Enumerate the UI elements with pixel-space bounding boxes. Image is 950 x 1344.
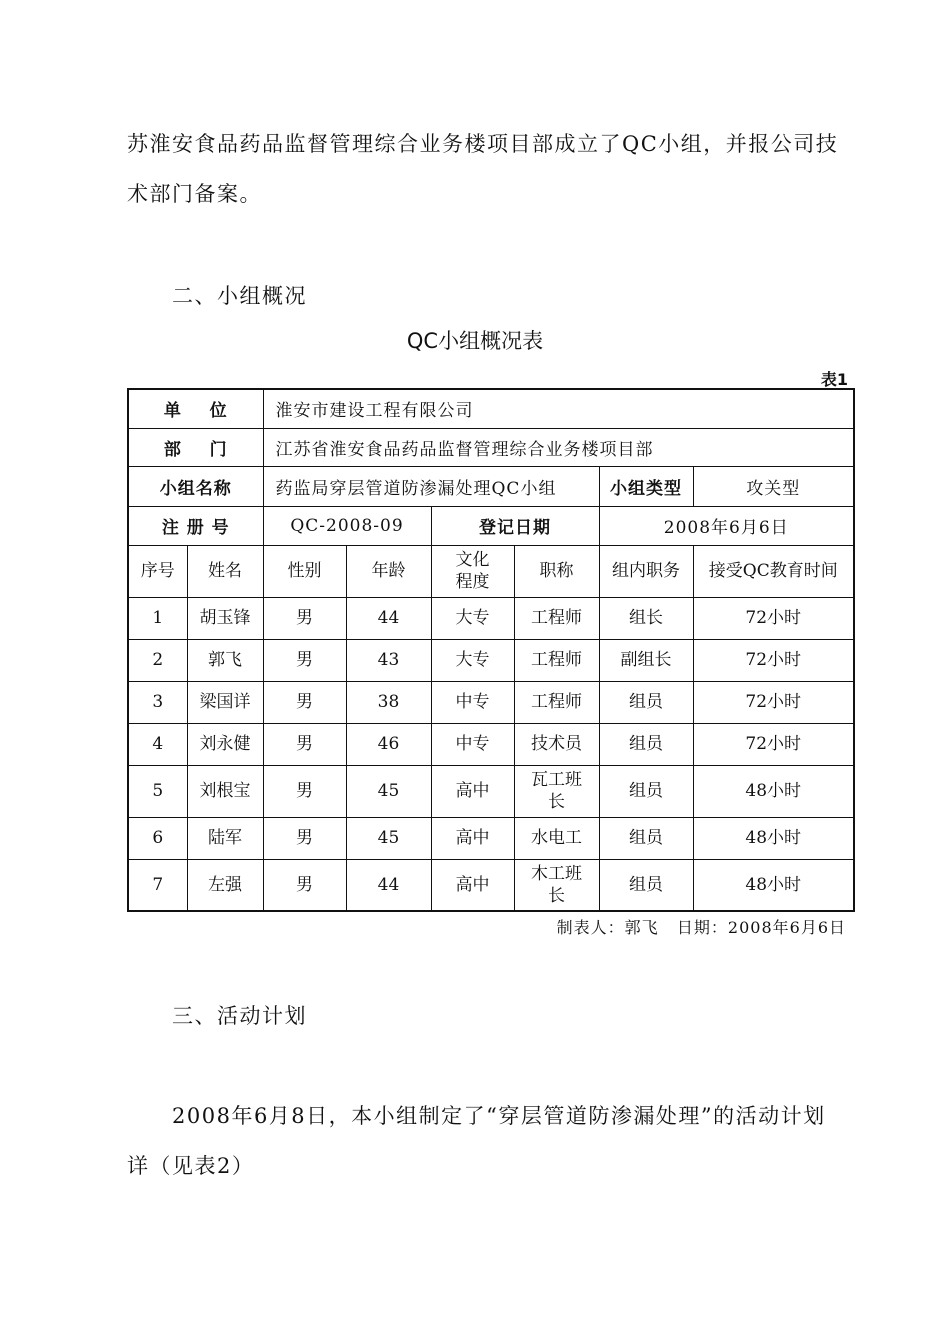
table-cell: 刘根宝 xyxy=(187,765,263,817)
table-cell: 组员 xyxy=(599,765,693,817)
table-cell: 高中 xyxy=(431,859,514,911)
column-header: 文化 程度 xyxy=(431,545,514,597)
group-name-label: 小组名称 xyxy=(128,466,263,506)
reg-no-value: QC-2008-09 xyxy=(263,506,431,545)
unit-label: 单 位 xyxy=(128,389,263,428)
table-caption: QC小组概况表 xyxy=(406,329,544,353)
table-cell: 45 xyxy=(346,765,431,817)
table-number: 表1 xyxy=(820,370,848,389)
table-cell: 技术员 xyxy=(514,723,599,765)
table-cell: 72小时 xyxy=(693,681,854,723)
table-cell: 45 xyxy=(346,817,431,859)
table-row xyxy=(128,681,854,723)
table-cell: 6 xyxy=(128,817,187,859)
table-cell: 2 xyxy=(128,639,187,681)
table-cell: 组员 xyxy=(599,859,693,911)
table-cell: 组长 xyxy=(599,597,693,639)
table-cell: 46 xyxy=(346,723,431,765)
plan-line-2: 详（见表2） xyxy=(127,1154,255,1178)
intro-line-1: 苏淮安食品药品监督管理综合业务楼项目部成立了QC小组，并报公司技 xyxy=(127,132,839,156)
table-cell: 48小时 xyxy=(693,817,854,859)
table-cell: 陆军 xyxy=(187,817,263,859)
table-cell: 男 xyxy=(263,859,346,911)
table-cell: 工程师 xyxy=(514,681,599,723)
table-cell: 男 xyxy=(263,597,346,639)
reg-date-label: 登记日期 xyxy=(431,506,599,545)
table-cell: 工程师 xyxy=(514,639,599,681)
table-footer: 制表人：郭飞 日期：2008年6月6日 xyxy=(556,918,846,937)
table-cell: 高中 xyxy=(431,817,514,859)
table-cell: 男 xyxy=(263,681,346,723)
column-header: 组内职务 xyxy=(599,545,693,597)
table-cell: 1 xyxy=(128,597,187,639)
intro-line-2: 术部门备案。 xyxy=(127,182,262,206)
table-cell: 左强 xyxy=(187,859,263,911)
table-cell: 梁国详 xyxy=(187,681,263,723)
table-cell: 刘永健 xyxy=(187,723,263,765)
table-cell: 38 xyxy=(346,681,431,723)
group-type-value: 攻关型 xyxy=(693,466,854,506)
reg-no-label: 注 册 号 xyxy=(128,506,263,545)
table-cell: 高中 xyxy=(431,765,514,817)
table-cell: 胡玉锋 xyxy=(187,597,263,639)
group-type-label: 小组类型 xyxy=(599,466,693,506)
table-cell: 男 xyxy=(263,723,346,765)
column-header: 姓名 xyxy=(187,545,263,597)
table-cell: 组员 xyxy=(599,817,693,859)
table-cell: 大专 xyxy=(431,639,514,681)
table-cell: 5 xyxy=(128,765,187,817)
table-cell: 44 xyxy=(346,597,431,639)
table-row xyxy=(128,597,854,639)
dept-value: 江苏省淮安食品药品监督管理综合业务楼项目部 xyxy=(263,428,854,466)
table-cell: 男 xyxy=(263,639,346,681)
plan-line-1: 2008年6月8日，本小组制定了“穿层管道防渗漏处理”的活动计划 xyxy=(172,1104,826,1128)
group-name-value: 药监局穿层管道防渗漏处理QC小组 xyxy=(263,466,599,506)
table-cell: 中专 xyxy=(431,723,514,765)
table-cell: 工程师 xyxy=(514,597,599,639)
qc-group-table xyxy=(127,388,855,912)
table-cell: 副组长 xyxy=(599,639,693,681)
table-cell: 男 xyxy=(263,817,346,859)
table-cell: 48小时 xyxy=(693,859,854,911)
table-cell: 72小时 xyxy=(693,723,854,765)
column-header: 序号 xyxy=(128,545,187,597)
reg-date-value: 2008年6月6日 xyxy=(599,506,854,545)
table-cell: 木工班 长 xyxy=(514,859,599,911)
table-cell: 郭飞 xyxy=(187,639,263,681)
column-header: 性别 xyxy=(263,545,346,597)
table-cell: 大专 xyxy=(431,597,514,639)
table-row xyxy=(128,765,854,817)
column-header: 年龄 xyxy=(346,545,431,597)
section-heading-overview: 二、小组概况 xyxy=(172,284,307,308)
table-row xyxy=(128,859,854,911)
table-cell: 44 xyxy=(346,859,431,911)
table-cell: 组员 xyxy=(599,723,693,765)
table-cell: 中专 xyxy=(431,681,514,723)
table-cell: 3 xyxy=(128,681,187,723)
dept-label: 部 门 xyxy=(128,428,263,466)
table-cell: 组员 xyxy=(599,681,693,723)
table-cell: 72小时 xyxy=(693,639,854,681)
column-header: 职称 xyxy=(514,545,599,597)
table-cell: 水电工 xyxy=(514,817,599,859)
table-row xyxy=(128,639,854,681)
table-cell: 男 xyxy=(263,765,346,817)
table-row xyxy=(128,723,854,765)
column-header: 接受QC教育时间 xyxy=(693,545,854,597)
table-cell: 43 xyxy=(346,639,431,681)
table-cell: 48小时 xyxy=(693,765,854,817)
table-cell: 7 xyxy=(128,859,187,911)
table-row xyxy=(128,817,854,859)
unit-value: 淮安市建设工程有限公司 xyxy=(263,389,854,428)
table-cell: 瓦工班 长 xyxy=(514,765,599,817)
table-cell: 4 xyxy=(128,723,187,765)
section-heading-plan: 三、活动计划 xyxy=(172,1004,307,1028)
table-cell: 72小时 xyxy=(693,597,854,639)
